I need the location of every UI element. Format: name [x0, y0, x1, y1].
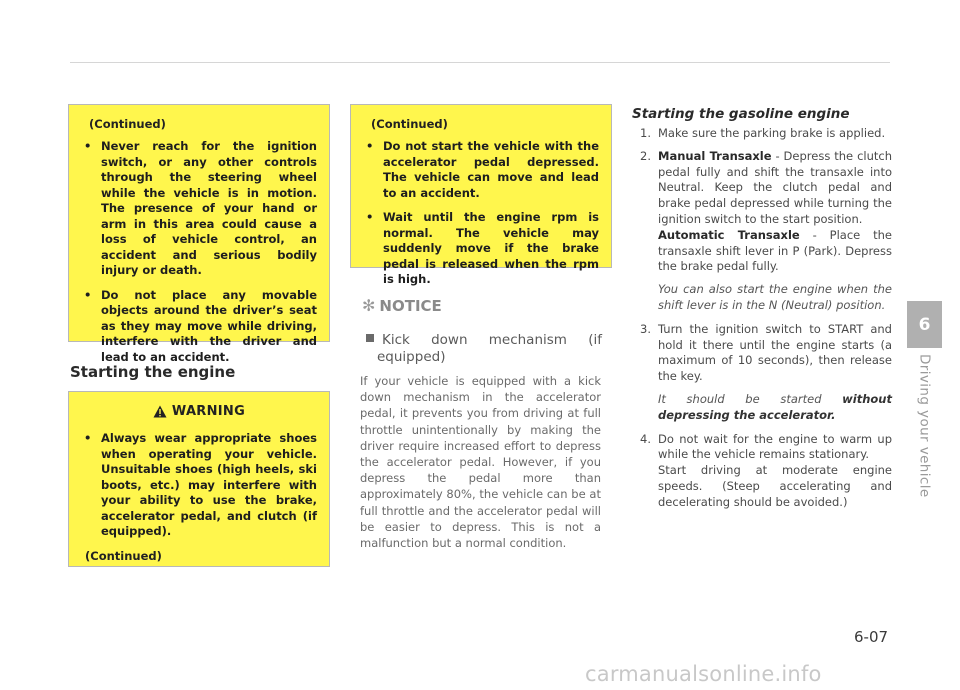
subheading-line: [362, 332, 602, 349]
continued-header: (Continued): [89, 117, 166, 131]
step-text: Do not wait for the engine to warm up while the vehicle remains stationary. Start driving at moderate engine speeds. (Steep accelerating and decelerating should be avoided.): [658, 431, 892, 509]
caution-bullet: • Do not place any movable objects around the driver’s seat as they may move while driving, interfere with the driver and lead to an accident.: [81, 288, 317, 366]
step-text: Turn the ignition switch to START and hold it there until the engine starts (a maximum of 10 seconds), then release the key.: [658, 321, 892, 384]
automatic-transaxle-label: Automatic Transaxle: [658, 227, 800, 242]
page-number: 6-07: [854, 628, 889, 646]
procedure-title: Starting the gasoline engine: [632, 106, 850, 122]
step-number: 4.: [640, 431, 651, 446]
step-number: 3.: [640, 321, 651, 336]
step-number: 2.: [640, 148, 651, 163]
notice-title: NOTICE: [379, 296, 442, 315]
square-bullet-icon: [366, 334, 374, 342]
warning-bullets: [81, 431, 317, 540]
warning-triangle-icon: [153, 405, 167, 418]
note-neutral-start: You can also start the engine when the shift lever is in the N (Neutral) position.: [658, 282, 892, 312]
warning-title: WARNING: [171, 404, 246, 419]
subheading-word: Kick: [362, 332, 410, 349]
caution-bullets: [363, 139, 599, 288]
notice-body: If your vehicle is equipped with a kick down mechanism in the accelerator pedal, it prevents you from driving at full throttle unintentionally by making the driver require increased effort to depress the accelerator pedal. However, if you depress the pedal more than approximately 80%, the vehicle can be at full throttle and the accelerator pedal will be easier to depress. This is not a malfunction but a normal condition.: [360, 374, 601, 551]
caution-bullet: • Wait until the engine rpm is normal. The vehicle may suddenly move if the brake pedal is released when the rpm is high.: [363, 210, 599, 288]
step-text: [658, 149, 892, 275]
manual-transaxle-label: Manual Transaxle: [658, 148, 772, 163]
subheading-word: (if: [588, 332, 602, 348]
warning-header: [81, 404, 317, 419]
step-number: 1.: [640, 126, 651, 140]
subheading-line: equipped): [377, 349, 446, 365]
chapter-tab[interactable]: 6: [907, 301, 942, 348]
subheading-word: mechanism: [488, 332, 567, 348]
warning-box: [68, 391, 330, 567]
step-1: [640, 126, 892, 142]
warning-bullet: • Always wear appropriate shoes when operating your vehicle. Unsuitable shoes (high heels, ski boots, etc.) may interfere with your ability to use the brake, accelerator pedal, and clutch (if equipped).: [81, 431, 317, 540]
step-3: [640, 322, 892, 385]
notice-star-icon: ✻: [362, 296, 376, 315]
watermark: carmanualsonline.info: [585, 662, 822, 686]
note-accelerator: It should be started without depressing the accelerator.: [658, 391, 892, 422]
note-emphasis: without depressing the accelerator.: [658, 391, 892, 422]
top-divider: [70, 62, 890, 63]
automatic-transaxle-text: Automatic Transaxle - Place the transaxle shift lever in P (Park). Depress the brake pedal fully.: [658, 227, 892, 274]
section-title: Starting the engine: [70, 363, 236, 381]
procedure-steps: [640, 126, 892, 518]
notice-subheading: [362, 332, 602, 366]
subheading-word: down: [431, 332, 468, 348]
caution-box-continued: [68, 104, 330, 364]
step-2: [640, 149, 892, 275]
chapter-title-vertical: Driving your vehicle: [916, 354, 933, 498]
caution-bullets: [81, 139, 317, 365]
step-text: Make sure the parking brake is applied.: [658, 126, 886, 140]
continued-footer: (Continued): [85, 548, 162, 563]
caution-bullet: • Do not start the vehicle with the accelerator pedal depressed. The vehicle can move and lead to an accident.: [363, 139, 599, 201]
caution-bullet: • Never reach for the ignition switch, or any other controls through the steering wheel while the vehicle is in motion. The presence of your hand or arm in this area could cause a loss of vehicle control, an accident and serious bodily injury or death.: [81, 139, 317, 279]
caution-box-continued-2: [350, 104, 612, 286]
continued-header: (Continued): [371, 117, 448, 131]
manual-transaxle-text: Manual Transaxle - Depress the clutch pedal fully and shift the transaxle into Neutral. Keep the clutch pedal and brake pedal depressed while turning the ignition switch to the start position.: [658, 148, 892, 226]
step-4: [640, 432, 892, 511]
notice-header: [362, 296, 442, 315]
